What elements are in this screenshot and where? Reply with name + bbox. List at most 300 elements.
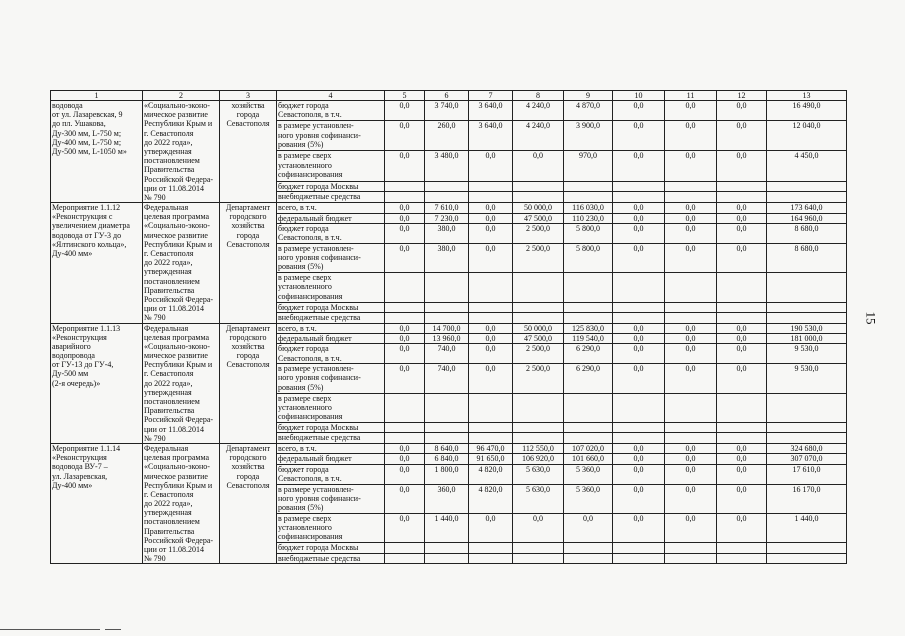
amount-cell: 50 000,0 <box>513 203 564 213</box>
program-cell <box>143 443 220 563</box>
amount-cell <box>385 393 425 422</box>
amount-cell: 3 480,0 <box>425 151 469 181</box>
cell-line: софинансирования <box>278 291 343 301</box>
cell-line: от ГУ-13 до ГУ-4, <box>52 360 114 370</box>
amount-cell <box>385 422 425 432</box>
cell-line: Республики Крым и <box>144 239 213 249</box>
cell-line: мическое развитие <box>144 230 208 240</box>
amount-cell <box>613 192 665 203</box>
cell-line: до пл. Ушакова, <box>52 119 106 129</box>
amount-cell: 8 640,0 <box>425 443 469 453</box>
cell-line: внебюджетные средства <box>278 312 361 322</box>
amount-cell <box>513 192 564 203</box>
amount-cell: 2 500,0 <box>513 223 564 243</box>
amount-cell <box>767 302 847 312</box>
amount-cell: 2 500,0 <box>513 344 564 364</box>
amount-cell: 260,0 <box>425 121 469 151</box>
cell-line: Департамент <box>225 443 271 453</box>
cell-line: софинансирования <box>278 412 343 421</box>
amount-cell: 0,0 <box>385 323 425 333</box>
amount-cell: 8 680,0 <box>767 223 847 243</box>
amount-cell: 0,0 <box>564 514 613 543</box>
funding-source-cell <box>277 101 385 121</box>
cell-line: Республики Крым и <box>144 360 213 370</box>
amount-cell: 0,0 <box>613 454 665 464</box>
cell-line: постановлением <box>144 276 200 286</box>
amount-cell: 4 870,0 <box>564 101 613 121</box>
amount-cell <box>613 433 665 444</box>
amount-cell <box>513 393 564 422</box>
amount-cell: 0,0 <box>665 223 717 243</box>
funding-source-cell <box>277 422 385 432</box>
amount-cell <box>564 433 613 444</box>
amount-cell: 0,0 <box>613 121 665 151</box>
amount-cell: 0,0 <box>613 344 665 364</box>
cell-line: (2-я очередь)» <box>52 378 101 388</box>
cell-line: увеличением диаметра <box>52 221 130 231</box>
cell-line: водопровода <box>52 351 95 361</box>
funding-source-cell <box>277 243 385 272</box>
amount-cell <box>665 553 717 564</box>
amount-cell: 7 230,0 <box>425 213 469 223</box>
cell-line: ции от 11.08.2014 <box>144 183 204 193</box>
cell-line: постановлением <box>144 156 200 166</box>
funding-source-cell <box>277 464 385 484</box>
funding-source-cell <box>277 323 385 333</box>
cell-line: Ду-400 мм» <box>52 480 93 490</box>
cell-line: Севастополя, в т.ч. <box>278 110 342 120</box>
amount-cell <box>425 422 469 432</box>
cell-line: федеральный бюджет <box>278 454 352 464</box>
amount-cell: 96 470,0 <box>469 443 513 453</box>
amount-cell <box>665 273 717 302</box>
cell-line: бюджет города Москвы <box>278 302 359 312</box>
cell-line: Российской Федера- <box>144 535 214 545</box>
amount-cell <box>564 543 613 553</box>
amount-cell: 0,0 <box>385 203 425 213</box>
cell-line: утвержденная <box>144 146 192 156</box>
amount-cell: 0,0 <box>717 101 767 121</box>
cell-line: г. Севастополя <box>144 369 194 379</box>
amount-cell: 0,0 <box>385 464 425 484</box>
amount-cell: 0,0 <box>613 203 665 213</box>
column-header: 2 <box>143 91 220 101</box>
amount-cell: 8 680,0 <box>767 243 847 272</box>
column-header: 10 <box>613 91 665 101</box>
cell-line: софинансирования <box>278 532 343 542</box>
funding-source-cell <box>277 364 385 393</box>
cell-line: внебюджетные средства <box>278 192 361 202</box>
cell-line: рования (5%) <box>278 262 324 272</box>
cell-line: Правительства <box>144 285 195 295</box>
amount-cell: 0,0 <box>717 213 767 223</box>
table-body <box>51 101 847 564</box>
amount-cell <box>717 433 767 444</box>
amount-cell <box>613 393 665 422</box>
amount-cell: 106 920,0 <box>513 454 564 464</box>
column-header: 1 <box>51 91 143 101</box>
amount-cell <box>513 181 564 192</box>
cell-line: водовода <box>52 101 83 110</box>
cell-line: Республики Крым и <box>144 480 213 490</box>
amount-cell <box>385 312 425 323</box>
amount-cell: 16 170,0 <box>767 484 847 513</box>
amount-cell: 5 360,0 <box>564 464 613 484</box>
amount-cell <box>425 553 469 564</box>
amount-cell: 324 680,0 <box>767 443 847 453</box>
cell-line: «Социально-эконо- <box>144 462 210 472</box>
cell-line: бюджет города Москвы <box>278 543 359 553</box>
cell-line: «Реконструкция с <box>52 212 113 222</box>
amount-cell <box>513 433 564 444</box>
cell-line: до 2022 года», <box>144 499 193 509</box>
amount-cell <box>717 422 767 432</box>
amount-cell <box>425 543 469 553</box>
cell-line: до 2022 года», <box>144 378 193 388</box>
cell-line: внебюджетные средства <box>278 553 361 563</box>
cell-line: ного уровня софинанси- <box>278 493 361 503</box>
amount-cell <box>717 543 767 553</box>
column-header: 12 <box>717 91 767 101</box>
amount-cell <box>564 181 613 192</box>
funding-source-cell <box>277 181 385 192</box>
cell-line: постановлением <box>144 397 200 406</box>
cell-line: «Социально-эконо- <box>144 221 210 231</box>
column-header: 13 <box>767 91 847 101</box>
cell-line: в размере сверх <box>278 273 332 283</box>
amount-cell: 0,0 <box>717 243 767 272</box>
amount-cell: 4 240,0 <box>513 121 564 151</box>
amount-cell: 125 830,0 <box>564 323 613 333</box>
amount-cell <box>665 302 717 312</box>
measure-cell <box>51 323 143 443</box>
cell-line: в размере установлен- <box>278 364 354 374</box>
amount-cell: 0,0 <box>717 333 767 343</box>
amount-cell: 0,0 <box>665 514 717 543</box>
amount-cell: 307 070,0 <box>767 454 847 464</box>
amount-cell <box>469 393 513 422</box>
department-cell <box>220 101 277 203</box>
amount-cell <box>613 312 665 323</box>
column-header: 8 <box>513 91 564 101</box>
amount-cell: 14 700,0 <box>425 323 469 333</box>
amount-cell: 4 820,0 <box>469 484 513 513</box>
amount-cell <box>564 553 613 564</box>
amount-cell <box>717 273 767 302</box>
amount-cell: 0,0 <box>385 101 425 121</box>
amount-cell: 116 030,0 <box>564 203 613 213</box>
cell-line: Ду-500 мм <box>52 369 89 379</box>
amount-cell: 0,0 <box>613 101 665 121</box>
amount-cell: 0,0 <box>385 223 425 243</box>
amount-cell <box>513 422 564 432</box>
cell-line: установленного <box>278 402 332 412</box>
amount-cell: 112 550,0 <box>513 443 564 453</box>
amount-cell <box>469 192 513 203</box>
amount-cell: 740,0 <box>425 364 469 393</box>
cell-line: города <box>236 471 260 481</box>
amount-cell <box>613 302 665 312</box>
cell-line: хозяйства <box>231 462 265 472</box>
amount-cell: 3 640,0 <box>469 121 513 151</box>
amount-cell <box>767 192 847 203</box>
cell-line: до 2022 года», <box>144 137 193 147</box>
amount-cell: 0,0 <box>469 243 513 272</box>
funding-source-cell <box>277 121 385 151</box>
cell-line: ного уровня софинанси- <box>278 130 361 140</box>
amount-cell: 5 800,0 <box>564 223 613 243</box>
amount-cell: 0,0 <box>469 223 513 243</box>
measure-cell <box>51 101 143 203</box>
amount-cell: 0,0 <box>665 213 717 223</box>
cell-line: городского <box>229 212 267 222</box>
column-header: 4 <box>277 91 385 101</box>
amount-cell <box>425 393 469 422</box>
amount-cell <box>665 433 717 444</box>
amount-cell: 5 360,0 <box>564 484 613 513</box>
cell-line: г. Севастополя <box>144 128 194 138</box>
amount-cell: 0,0 <box>717 121 767 151</box>
cell-line: Севастополя <box>226 360 270 370</box>
amount-cell: 0,0 <box>665 344 717 364</box>
cell-line: Ду-300 мм, L-750 м; <box>52 128 122 138</box>
cell-line: городского <box>229 332 267 342</box>
amount-cell <box>665 192 717 203</box>
amount-cell: 0,0 <box>717 454 767 464</box>
measure-cell <box>51 443 143 563</box>
department-cell <box>220 443 277 563</box>
amount-cell: 107 020,0 <box>564 443 613 453</box>
cell-line: софинансирования <box>278 169 343 179</box>
amount-cell: 1 440,0 <box>425 514 469 543</box>
cell-line: города <box>236 351 260 361</box>
amount-cell <box>425 302 469 312</box>
amount-cell <box>385 543 425 553</box>
cell-line: установленного <box>278 160 332 170</box>
amount-cell: 0,0 <box>385 344 425 364</box>
amount-cell <box>385 302 425 312</box>
amount-cell: 0,0 <box>613 464 665 484</box>
amount-cell: 0,0 <box>717 223 767 243</box>
amount-cell: 0,0 <box>717 464 767 484</box>
program-cell <box>143 203 220 323</box>
amount-cell: 0,0 <box>665 243 717 272</box>
funding-source-cell <box>277 484 385 513</box>
amount-cell: 0,0 <box>665 151 717 181</box>
amount-cell <box>613 273 665 302</box>
amount-cell: 3 900,0 <box>564 121 613 151</box>
amount-cell: 50 000,0 <box>513 323 564 333</box>
amount-cell <box>564 273 613 302</box>
amount-cell: 47 500,0 <box>513 333 564 343</box>
amount-cell <box>469 273 513 302</box>
amount-cell: 0,0 <box>665 464 717 484</box>
amount-cell <box>385 181 425 192</box>
amount-cell <box>425 181 469 192</box>
cell-line: бюджет города Москвы <box>278 181 359 191</box>
amount-cell: 0,0 <box>385 243 425 272</box>
amount-cell: 4 240,0 <box>513 101 564 121</box>
funding-source-cell <box>277 312 385 323</box>
cell-line: Мероприятие 1.1.13 <box>52 323 121 333</box>
cell-line: Мероприятие 1.1.12 <box>52 203 121 213</box>
amount-cell: 190 530,0 <box>767 323 847 333</box>
footer-rule <box>0 629 100 630</box>
amount-cell <box>767 553 847 564</box>
page-number: 15 <box>863 311 879 325</box>
amount-cell: 0,0 <box>717 364 767 393</box>
amount-cell <box>767 273 847 302</box>
amount-cell: 101 660,0 <box>564 454 613 464</box>
cell-line: г. Севастополя <box>144 489 194 499</box>
amount-cell <box>513 273 564 302</box>
amount-cell <box>613 181 665 192</box>
amount-cell: 16 490,0 <box>767 101 847 121</box>
amount-cell: 0,0 <box>665 203 717 213</box>
cell-line: бюджет города <box>278 101 329 110</box>
amount-cell: 119 540,0 <box>564 333 613 343</box>
cell-line: г. Севастополя <box>144 249 194 258</box>
amount-cell: 3 740,0 <box>425 101 469 121</box>
amount-cell <box>767 181 847 192</box>
amount-cell <box>767 393 847 422</box>
amount-cell <box>564 422 613 432</box>
amount-cell: 970,0 <box>564 151 613 181</box>
cell-line: Севастополя <box>226 239 270 249</box>
funding-source-cell <box>277 514 385 543</box>
column-header: 11 <box>665 91 717 101</box>
amount-cell: 360,0 <box>425 484 469 513</box>
cell-line: мическое развитие <box>144 351 208 361</box>
amount-cell <box>385 273 425 302</box>
amount-cell: 0,0 <box>665 101 717 121</box>
amount-cell <box>717 181 767 192</box>
amount-cell <box>613 553 665 564</box>
amount-cell <box>513 312 564 323</box>
funding-source-cell <box>277 203 385 213</box>
amount-cell <box>767 433 847 444</box>
amount-cell: 4 820,0 <box>469 464 513 484</box>
amount-cell <box>385 433 425 444</box>
amount-cell: 0,0 <box>385 333 425 343</box>
cell-line: в размере установлен- <box>278 484 354 494</box>
amount-cell: 0,0 <box>469 344 513 364</box>
amount-cell <box>717 312 767 323</box>
amount-cell: 0,0 <box>717 344 767 364</box>
cell-line: № 790 <box>144 433 166 443</box>
funding-source-cell <box>277 333 385 343</box>
amount-cell <box>469 181 513 192</box>
amount-cell <box>717 393 767 422</box>
cell-line: Севастополя <box>226 119 270 129</box>
cell-line: ного уровня софинанси- <box>278 253 361 263</box>
amount-cell: 12 040,0 <box>767 121 847 151</box>
cell-line: ного уровня софинанси- <box>278 373 361 383</box>
cell-line: бюджет города Москвы <box>278 422 359 432</box>
amount-cell <box>513 302 564 312</box>
cell-line: «Социально-эконо- <box>144 101 210 110</box>
amount-cell <box>385 192 425 203</box>
cell-line: целевая программа <box>144 453 210 463</box>
amount-cell <box>564 302 613 312</box>
amount-cell: 13 960,0 <box>425 333 469 343</box>
cell-line: Севастополя, в т.ч. <box>278 233 342 243</box>
amount-cell <box>469 543 513 553</box>
cell-line: Правительства <box>144 526 195 536</box>
amount-cell: 0,0 <box>469 213 513 223</box>
amount-cell <box>469 553 513 564</box>
amount-cell: 0,0 <box>717 443 767 453</box>
amount-cell: 1 440,0 <box>767 514 847 543</box>
amount-cell: 1 800,0 <box>425 464 469 484</box>
amount-cell <box>564 192 613 203</box>
amount-cell: 0,0 <box>717 323 767 333</box>
amount-cell <box>564 393 613 422</box>
cell-line: ции от 11.08.2014 <box>144 424 204 434</box>
amount-cell: 6 840,0 <box>425 454 469 464</box>
amount-cell: 380,0 <box>425 243 469 272</box>
funding-source-cell <box>277 192 385 203</box>
amount-cell: 0,0 <box>385 364 425 393</box>
cell-line: «Социально-эконо- <box>144 341 210 351</box>
cell-line: Российской Федера- <box>144 415 214 425</box>
amount-cell: 17 610,0 <box>767 464 847 484</box>
amount-cell: 0,0 <box>469 333 513 343</box>
amount-cell <box>665 312 717 323</box>
amount-cell: 0,0 <box>385 454 425 464</box>
amount-cell <box>717 553 767 564</box>
cell-line: до 2022 года», <box>144 258 193 268</box>
amount-cell: 0,0 <box>385 213 425 223</box>
program-cell <box>143 101 220 203</box>
cell-line: хозяйства <box>231 221 265 231</box>
amount-cell: 7 610,0 <box>425 203 469 213</box>
cell-line: всего, в т.ч. <box>278 203 317 213</box>
amount-cell <box>469 433 513 444</box>
table-row <box>51 101 847 121</box>
cell-line: Севастополя, в т.ч. <box>278 353 342 363</box>
cell-line: «Реконструкция <box>52 453 107 463</box>
funding-source-cell <box>277 213 385 223</box>
amount-cell: 0,0 <box>665 443 717 453</box>
amount-cell <box>767 312 847 323</box>
column-header: 6 <box>425 91 469 101</box>
amount-cell: 0,0 <box>665 121 717 151</box>
amount-cell: 0,0 <box>385 514 425 543</box>
amount-cell <box>425 312 469 323</box>
amount-cell <box>469 302 513 312</box>
cell-line: городского <box>229 453 267 463</box>
cell-line: утвержденная <box>144 508 192 518</box>
cell-line: рования (5%) <box>278 503 324 513</box>
funding-source-cell <box>277 454 385 464</box>
cell-line: Республики Крым и <box>144 119 213 129</box>
amount-cell: 380,0 <box>425 223 469 243</box>
cell-line: № 790 <box>144 192 166 202</box>
amount-cell: 91 650,0 <box>469 454 513 464</box>
column-header: 3 <box>220 91 277 101</box>
amount-cell: 0,0 <box>613 243 665 272</box>
amount-cell: 0,0 <box>665 454 717 464</box>
funding-source-cell <box>277 443 385 453</box>
amount-cell: 0,0 <box>469 514 513 543</box>
column-header: 9 <box>564 91 613 101</box>
cell-line: рования (5%) <box>278 139 324 149</box>
amount-cell <box>665 181 717 192</box>
cell-line: федеральный бюджет <box>278 333 352 343</box>
amount-cell: 0,0 <box>717 484 767 513</box>
amount-cell: 5 800,0 <box>564 243 613 272</box>
